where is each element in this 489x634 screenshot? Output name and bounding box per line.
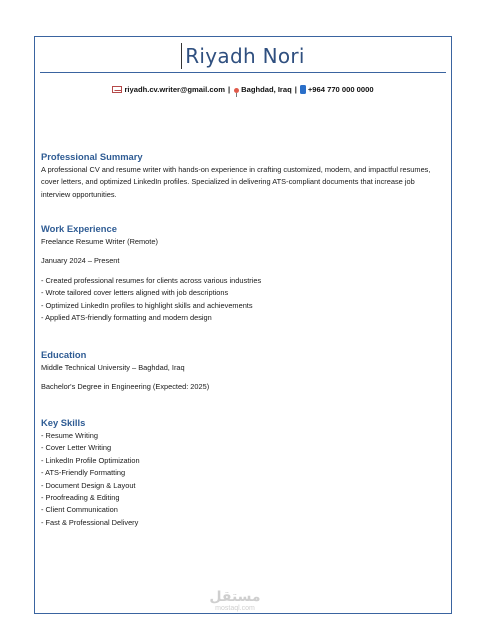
summary-text: A professional CV and resume writer with hands-on experience in crafting customized, modern, and impactful resumes, cover letters, and optimized LinkedIn profiles. Specialized in delivering ATS-compliant documents that increase job interview opportunities. <box>41 165 431 199</box>
skill-item: - Cover Letter Writing <box>41 443 112 453</box>
contact-location: Baghdad, Iraq <box>241 85 292 94</box>
mostaql-watermark <box>200 589 270 613</box>
resume-page <box>34 36 452 614</box>
education-school: Middle Technical University – Baghdad, Iraq <box>41 363 185 372</box>
contact-line <box>35 85 451 94</box>
skill-item: - Client Communication <box>41 505 118 515</box>
location-pin-icon <box>234 88 239 93</box>
education-section <box>41 349 443 394</box>
phone-icon <box>300 85 306 94</box>
experience-role: Freelance Resume Writer (Remote) <box>41 237 158 246</box>
experience-bullet: - Applied ATS-friendly formatting and modern design <box>41 313 212 323</box>
contact-phone: +964 770 000 0000 <box>307 85 374 94</box>
experience-bullet: - Created professional resumes for clients across various industries <box>41 275 262 285</box>
watermark-logo: مستقل <box>209 589 261 605</box>
skill-item: - LinkedIn Profile Optimization <box>41 455 140 465</box>
education-degree: Bachelor's Degree in Engineering (Expected: 2025) <box>41 382 210 392</box>
name-divider <box>40 72 446 73</box>
summary-heading: Professional Summary <box>41 151 143 162</box>
resume-name: Riyadh Nori <box>181 43 305 69</box>
contact-email: riyadh.cv.writer@gmail.com <box>124 85 225 94</box>
summary-section <box>41 151 443 201</box>
envelope-icon <box>112 86 122 93</box>
experience-section <box>41 223 443 324</box>
skill-item: - ATS-Friendly Formatting <box>41 468 126 478</box>
experience-bullet: - Optimized LinkedIn profiles to highlight skills and achievements <box>41 300 253 310</box>
skill-item: - Document Design & Layout <box>41 480 136 490</box>
experience-bullet: - Wrote tailored cover letters aligned with job descriptions <box>41 288 229 298</box>
skills-section <box>41 417 443 529</box>
skill-item: - Resume Writing <box>41 431 98 440</box>
watermark-site: mostaql.com <box>215 605 255 612</box>
experience-dates: January 2024 – Present <box>41 256 120 266</box>
skills-heading: Key Skills <box>41 417 86 428</box>
experience-heading: Work Experience <box>41 223 117 234</box>
contact-separator: | <box>227 85 231 94</box>
contact-separator: | <box>294 85 297 94</box>
education-heading: Education <box>41 349 87 360</box>
skill-item: - Proofreading & Editing <box>41 493 120 503</box>
skill-item: - Fast & Professional Delivery <box>41 517 139 527</box>
